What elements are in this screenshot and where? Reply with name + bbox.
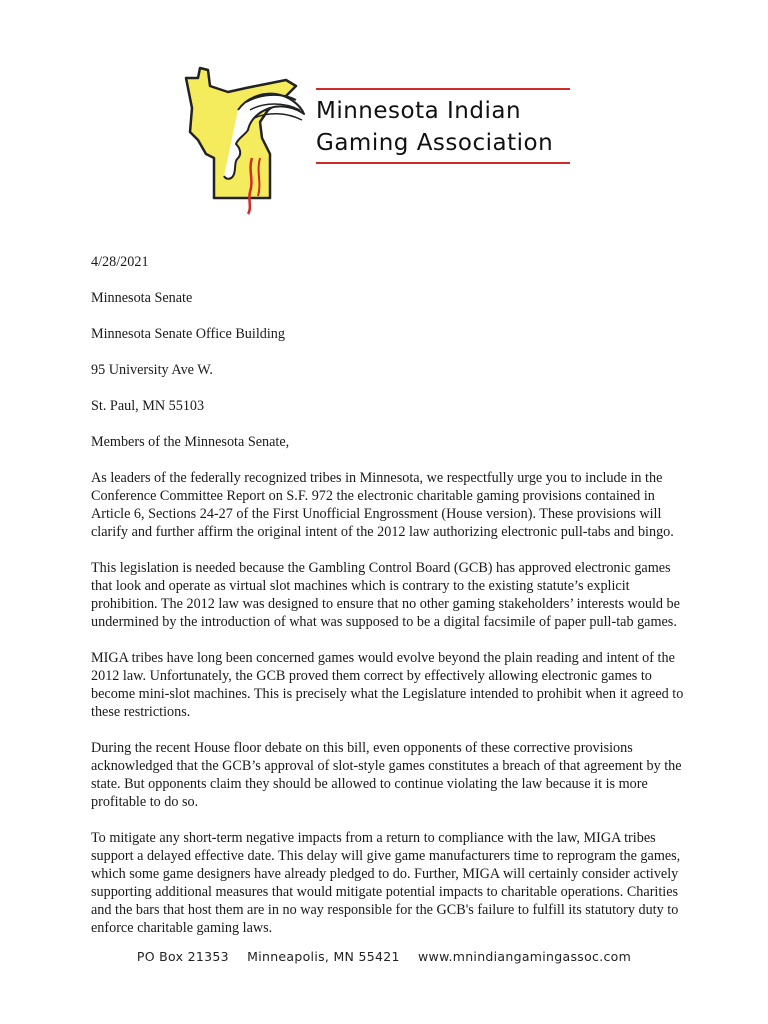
footer-website-link[interactable]: www.mnindiangamingassoc.com [418,949,632,964]
organization-logo [176,58,576,218]
logo-rule-top [316,88,570,90]
org-name-line2: Gaming Association [316,130,554,156]
footer-city: Minneapolis, MN 55421 [247,949,400,964]
recipient-address [91,289,691,415]
footer-po-box: PO Box 21353 [136,949,229,964]
address-line: 95 University Ave W. [91,362,213,378]
logo-rule-bottom [316,162,570,164]
body-paragraph: As leaders of the federally recognized tribes in Minnesota, we respectfully urge you to include in the Conference Committee Report on S.F. 972 the electronic charitable gaming provisions contained in Article 6, Sections 24-27 of the First Unofficial Engrossment (House version). These provisions will clarify and further affirm the original intent of the 2012 law authorizing electronic pull-tabs and bingo. [91,470,674,540]
letterhead-footer [0,949,768,964]
body-paragraph: During the recent House floor debate on this bill, even opponents of these corrective provisions acknowledged that the GCB’s approval of slot-style games constitutes a breach of that agreement by the state. But opponents claim they should be allowed to continue violating the law because it is more profitable to do so. [91,740,682,810]
letter-date: 4/28/2021 [91,254,149,270]
minnesota-state-emblem-icon [176,58,316,218]
address-line: Minnesota Senate Office Building [91,326,285,342]
body-paragraph: To mitigate any short-term negative impacts from a return to compliance with the law, MIGA tribes support a delayed effective date. This delay will give game manufacturers time to reprogram the games, which some game designers have already pledged to do. Further, MIGA will certainly consider actively supporting additional measures that would mitigate potential impacts to charitable operations. Charities and the bars that host them are in no way responsible for the GCB's failure to fulfill its statutory duty to enforce charitable gaming laws. [91,830,681,936]
org-name-line1: Minnesota Indian [316,98,522,124]
salutation: Members of the Minnesota Senate, [91,434,290,450]
letter-body [91,253,691,955]
body-paragraph: This legislation is needed because the Gambling Control Board (GCB) has approved electronic games that look and operate as virtual slot machines which is contrary to the existing statute’s explicit prohibition. The 2012 law was designed to ensure that no other gaming stakeholders’ interests would be undermined by the introduction of what was supposed to be a digital facsimile of paper pull-tab games. [91,560,680,630]
address-line: St. Paul, MN 55103 [91,398,205,414]
body-paragraph: MIGA tribes have long been concerned games would evolve beyond the plain reading and intent of the 2012 law. Unfortunately, the GCB proved them correct by effectively allowing electronic games to become mini-slot machines. This is precisely what the Legislature intended to prohibit when it agreed to these restrictions. [91,650,684,720]
address-line: Minnesota Senate [91,290,193,306]
